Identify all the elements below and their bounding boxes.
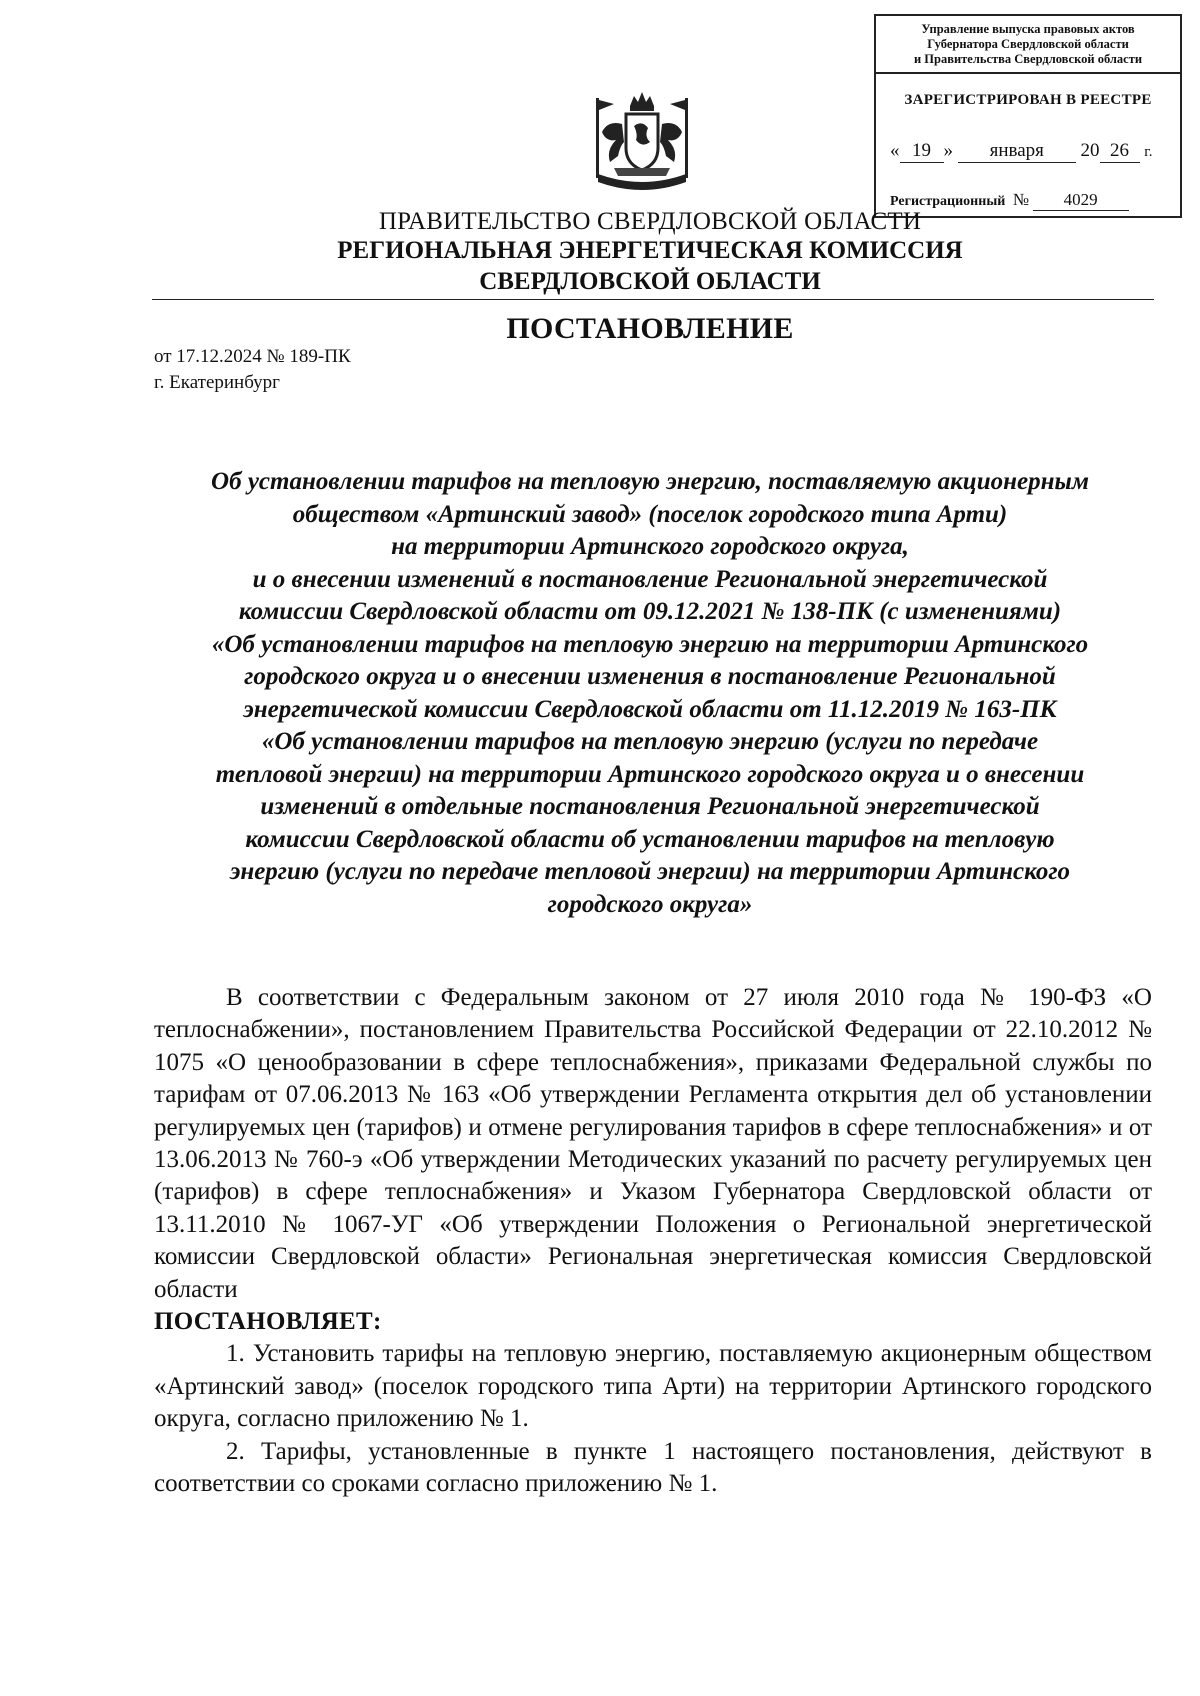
commission-title: РЕГИОНАЛЬНАЯ ЭНЕРГЕТИЧЕСКАЯ КОМИССИЯ <box>337 237 963 264</box>
stamp-issuer-line-3: и Правительства Свердловской области <box>913 52 1143 66</box>
title-line: комиссии Свердловской области об установлении тарифов на тепловую <box>245 825 1055 853</box>
stamp-month: января <box>958 140 1076 163</box>
title-line: «Об установлении тарифов на тепловую энергию на территории Артинского <box>211 630 1089 658</box>
clause-1: 1. Установить тарифы на тепловую энергию, поставляемую акционерным обществом «Артинский завод» (поселок городского типа Арти) на территории Артинского городского округа, согласно приложению № 1. <box>154 1340 1152 1433</box>
title-line: тепловой энергии) на территории Артинского городского округа и о внесении <box>215 760 1085 788</box>
stamp-reg-number: 4029 <box>1033 190 1129 211</box>
title-line: энергию (услуги по передаче тепловой энергии) на территории Артинского <box>229 858 1071 885</box>
clause-2: 2. Тарифы, установленные в пункте 1 настоящего постановления, действуют в соответствии со сроками согласно приложению № 1. <box>154 1437 1152 1498</box>
coat-of-arms-icon <box>584 90 700 198</box>
stamp-close-quote: » <box>943 140 953 161</box>
stamp-issuer-line-2: Губернатора Свердловской области <box>927 37 1129 51</box>
title-line: энергетической комиссии Свердловской области от 11.12.2019 № 163-ПК <box>243 695 1057 723</box>
stamp-reg-no-sign: № <box>1012 190 1030 209</box>
resolves-heading: ПОСТАНОВЛЯЕТ: <box>154 1308 382 1336</box>
document-city: г. Екатеринбург <box>154 372 280 393</box>
document-body <box>154 982 1152 1501</box>
stamp-year-prefix: 20 <box>1080 140 1100 161</box>
region-title: СВЕРДЛОВСКОЙ ОБЛАСТИ <box>479 268 821 295</box>
stamp-issuer-line-1: Управление выпуска правовых актов <box>921 22 1135 36</box>
title-line: «Об установлении тарифов на тепловую энергию (услуги по передаче <box>261 728 1039 755</box>
stamp-title: ЗАРЕГИСТРИРОВАН В РЕЕСТРЕ <box>904 92 1152 108</box>
stamp-open-quote: « <box>890 140 900 161</box>
stamp-reg-label: Регистрационный <box>890 194 1006 209</box>
government-title: ПРАВИТЕЛЬСТВО СВЕРДЛОВСКОЙ ОБЛАСТИ <box>378 208 922 235</box>
document-date-number: от 17.12.2024 № 189-ПК <box>154 346 351 367</box>
document-type: ПОСТАНОВЛЕНИЕ <box>506 312 794 345</box>
title-line: обществом «Артинский завод» (поселок городского типа Арти) <box>292 500 1008 528</box>
stamp-date <box>890 140 1175 163</box>
title-line: на территории Артинского городского округа, <box>391 533 909 560</box>
title-line: и о внесении изменений в постановление Региональной энергетической <box>252 565 1048 593</box>
stamp-year-abbr: г. <box>1144 144 1153 160</box>
header-divider <box>152 299 1154 300</box>
stamp-issuer <box>876 16 1180 74</box>
stamp-day: 19 <box>900 140 944 163</box>
title-line: городского округа и о внесении изменения в постановление Региональной <box>244 663 1056 690</box>
document-title <box>150 466 1150 921</box>
stamp-year-suffix: 26 <box>1100 140 1140 163</box>
registration-stamp <box>874 14 1182 218</box>
title-line: городского округа» <box>547 890 753 918</box>
preamble-paragraph: В соответствии с Федеральным законом от 27 июля 2010 года № 190-ФЗ «О теплоснабжении», постановлением Правительства Российской Федерации от 22.10.2012 № 1075 «О ценообразовании в сфере теплоснабжения», приказами Федеральной службы по тарифам от 07.06.2013 № 163 «Об утверждении Регламента открытия дел об установлении регулируемых цен (тарифов) и отмене регулирования тарифов в сфере теплоснабжения» и от 13.06.2013 № 760-э «Об утверждении Методических указаний по расчету регулируемых цен (тарифов) в сфере теплоснабжения» и Указом Губернатора Свердловской области от 13.11.2010 № 1067-УГ «Об утверждении Положения о Региональной энергетической комиссии Свердловской области» Региональная энергетическая комиссия Свердловской области <box>154 984 1152 1303</box>
title-line: комиссии Свердловской области от 09.12.2021 № 138-ПК (с изменениями) <box>238 598 1062 625</box>
title-line: изменений в отдельные постановления Региональной энергетической <box>260 793 1040 820</box>
title-line: Об установлении тарифов на тепловую энергию, поставляемую акционерным <box>211 468 1089 495</box>
